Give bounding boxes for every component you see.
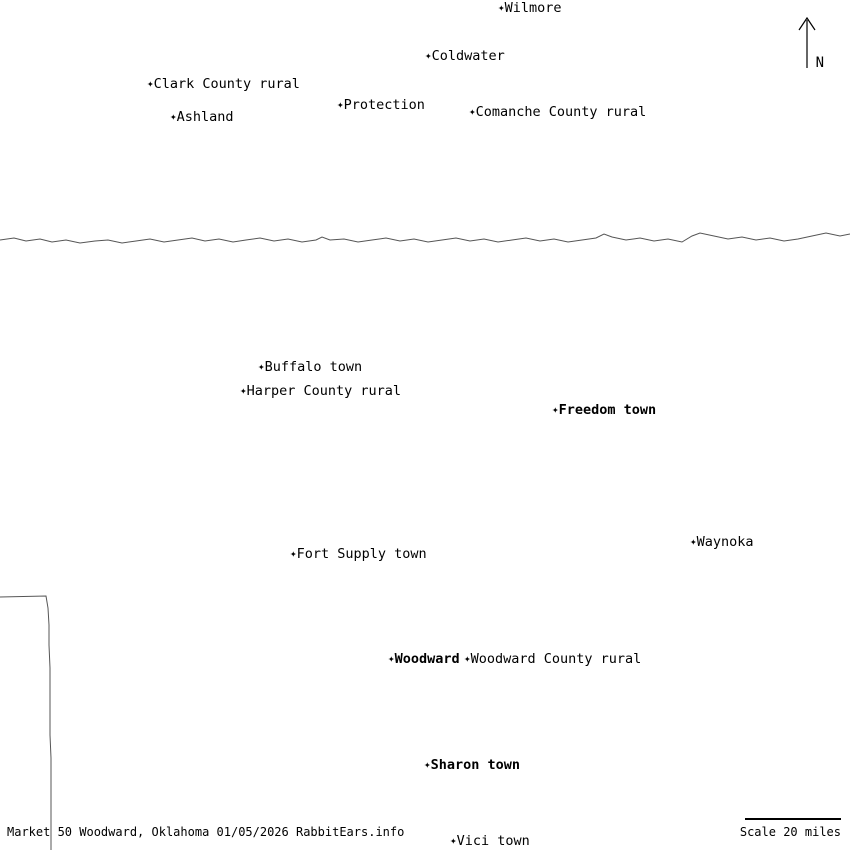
map-place-label [258, 361, 362, 375]
map-place-label [425, 50, 505, 64]
map-footer-caption: Market 50 Woodward, Oklahoma 01/05/2026 RabbitEars.info [7, 825, 405, 839]
place-label-text: Freedom town [558, 402, 657, 418]
scale-label: Scale 20 miles [739, 825, 841, 839]
place-marker-icon: ✦ [450, 834, 457, 848]
place-label-text: Woodward [394, 651, 460, 667]
map-place-label [690, 536, 754, 550]
map-place-label [464, 653, 641, 667]
place-label-text: Wilmore [504, 0, 562, 16]
place-label-text: Protection [343, 97, 425, 113]
map-place-label [337, 99, 425, 113]
map-place-label [498, 2, 562, 16]
place-marker-icon: ✦ [690, 535, 697, 549]
place-marker-icon: ✦ [147, 77, 154, 91]
place-label-text: Ashland [176, 109, 234, 125]
place-marker-icon: ✦ [240, 384, 247, 398]
place-marker-icon: ✦ [258, 360, 265, 374]
place-label-text: Sharon town [430, 757, 521, 773]
place-label-text: Comanche County rural [475, 104, 647, 120]
place-marker-icon: ✦ [388, 652, 395, 666]
place-marker-icon: ✦ [424, 758, 431, 772]
map-place-label [450, 835, 530, 849]
place-marker-icon: ✦ [337, 98, 344, 112]
map-place-label [388, 653, 460, 667]
map-place-label [290, 548, 427, 562]
map-place-label [469, 106, 646, 120]
map-place-label [240, 385, 401, 399]
place-label-text: Waynoka [696, 534, 754, 550]
compass-north-label: N [815, 55, 824, 71]
map-place-label [147, 78, 300, 92]
place-label-text: Harper County rural [246, 383, 402, 399]
place-marker-icon: ✦ [290, 547, 297, 561]
county-border-line-left [0, 596, 51, 850]
place-marker-icon: ✦ [498, 1, 505, 15]
scale-bar [745, 818, 841, 820]
place-marker-icon: ✦ [170, 110, 177, 124]
place-marker-icon: ✦ [469, 105, 476, 119]
compass-arrow-icon [789, 10, 825, 82]
state-border-line [0, 233, 850, 243]
place-label-text: Fort Supply town [296, 546, 427, 562]
map-place-label [424, 759, 520, 773]
place-label-text: Coldwater [431, 48, 505, 64]
place-label-text: Vici town [456, 833, 530, 849]
place-label-text: Buffalo town [264, 359, 363, 375]
place-marker-icon: ✦ [464, 652, 471, 666]
place-marker-icon: ✦ [425, 49, 432, 63]
map-place-label [170, 111, 234, 125]
place-label-text: Clark County rural [153, 76, 300, 92]
place-marker-icon: ✦ [552, 403, 559, 417]
map-place-label [552, 404, 656, 418]
place-label-text: Woodward County rural [470, 651, 642, 667]
